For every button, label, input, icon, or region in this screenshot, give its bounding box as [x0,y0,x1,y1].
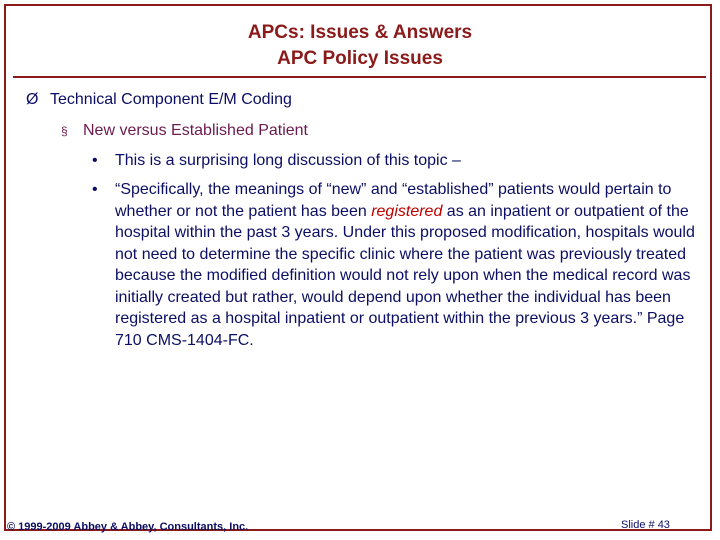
copyright-footer: © 1999-2009 Abbey & Abbey, Consultants, Inc. [7,521,249,533]
title-line-2: APC Policy Issues [277,48,443,69]
bullet-level2-text: New versus Established Patient [83,122,308,139]
title-divider [13,76,706,78]
square-bullet-icon: § [61,124,68,138]
dot-bullet-icon: • [92,181,98,198]
slide-number: Slide # 43 [621,519,670,531]
registered-highlight: registered [371,202,443,220]
arrow-bullet-icon: Ø [26,91,39,108]
bullet-level1-text: Technical Component E/M Coding [50,91,292,108]
quote-part-2: as an inpatient or outpatient of the hospital within the past 3 years. Under this proposed modification, hospitals would not need to determine the specific clinic where the patient was previously treated because the modified definition would not rely upon when the medical record was initially created but rather, would depend upon whether the individual has been registered as a hospital inpatient or outpatient within the previous 3 years.” Page 710 CMS-1404-FC. [115,202,695,349]
dot-bullet-icon: • [92,152,98,169]
bullet-item-1-text: This is a surprising long discussion of this topic – [115,152,461,169]
bullet-item-2-text [115,179,705,351]
quote-part-1: “Specifically, the meanings of “new” and “established” patients would pertain to whether or not the patient has been [115,181,672,220]
slide-title [0,20,720,72]
title-line-1: APCs: Issues & Answers [247,22,473,43]
